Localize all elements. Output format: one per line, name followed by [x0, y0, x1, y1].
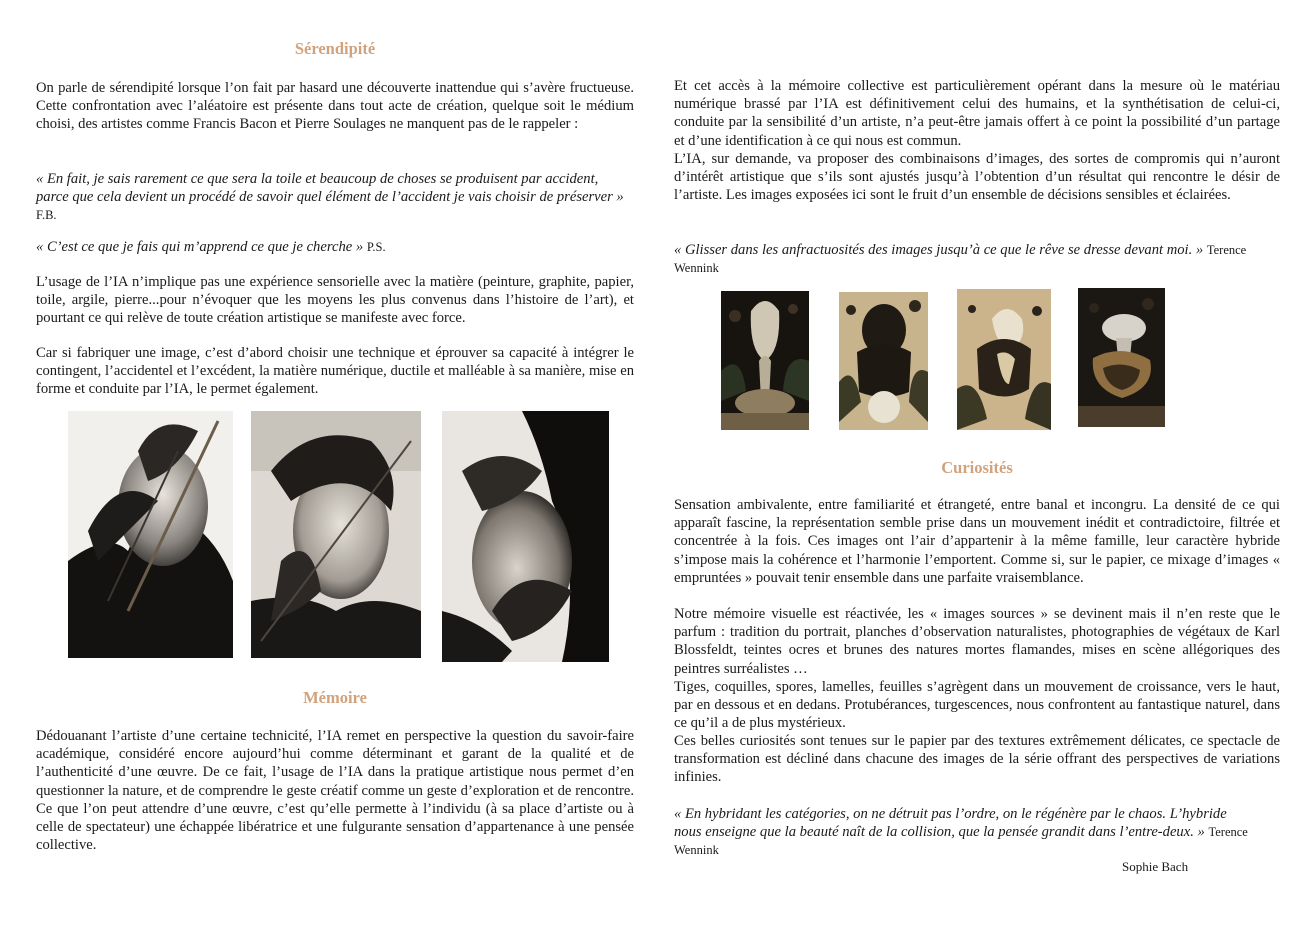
section-heading-memoire: Mémoire [303, 688, 367, 707]
curiosites-paragraph-3: Tiges, coquilles, spores, lamelles, feuilles s’agrègent dans un mouvement de croissance, vers le haut, par en dessous et en dedans. Protubérances, turgescences, nous confrontent au fantastique naturel, dans ce qu’il a de plus mystérieux. [674, 679, 1280, 732]
quote-wennink-1-attribution: Terence Wennink [674, 243, 1247, 276]
quote-soulages-text: « C’est ce que je fais qui m’apprend ce que je cherche » [36, 239, 364, 255]
quote-soulages-attribution: P.S. [366, 240, 386, 254]
quote-soulages [36, 238, 634, 256]
serendipite-paragraph-1: L’usage de l’IA n’implique pas une expérience sensorielle avec la matière (peinture, graphite, papier, toile, argile, pierre...pour n’évoquer que les moyens les plus convenus dans l’histoire de l’art), et pourtant ce qui relève de toute création artistique se manifeste avec force. [36, 274, 634, 327]
still-life-image-1 [721, 291, 809, 430]
memoire-paragraph-1: Dédouanant l’artiste d’une certaine technicité, l’IA remet en perspective la question du savoir-faire académique, considéré encore aujourd’hui comme déterminant et garant de la qualité et de l’authenticité d’une œuvre. De ce fait, l’usage de l’IA dans la pratique artistique nous permet d’en questionner la nature, et de comprendre le geste créatif comme un geste d’exploration et de rencontre. Ce que l’on peut attendre d’une œuvre, c’est qu’elle permette à l’individu (à sa place d’artiste ou à celle de spectateur) une échappée libératrice et une fulgurante sensation d’appartenance à une pensée collective. [36, 728, 634, 854]
curiosites-paragraph-4: Ces belles curiosités sont tenues sur le papier par des textures extrêmement délicates, ce spectacle de transformation est décliné dans chacune des images de la série offrant des perspectives de variations infinies. [674, 733, 1280, 786]
still-life-image-2 [839, 292, 928, 430]
quote-wennink-1 [674, 241, 1280, 277]
memoire-paragraph-3: L’IA, sur demande, va proposer des combinaisons d’images, des sortes de compromis qui n’auront d’intérêt artistique que s’ils sont ajustés jusqu’à l’obtention d’un résultat qui rencontre le désir de l’artiste. Les images exposées ici sont le fruit d’un ensemble de décisions sensibles et éclairées. [674, 151, 1280, 204]
serendipite-intro: On parle de sérendipité lorsque l’on fait par hasard une découverte inattendue qui s’avère fructueuse. Cette confrontation avec l’aléatoire est présente dans tout acte de création, quelque soit le médium choisi, des artistes comme Francis Bacon et Pierre Soulages ne manquent pas de le rappeler : [36, 80, 634, 133]
memoire-paragraph-2: Et cet accès à la mémoire collective est particulièrement opérant dans la mesure où le matériau numérique brassé par l’IA est définitivement celui des humains, et la synthétisation de celui-ci, conduite par la sensibilité d’un artiste, n’a peut-être jamais offert à ce point la possibilité d’un partage et d’une identification à ce qui nous est commun. [674, 78, 1280, 149]
section-heading-curiosites: Curiosités [941, 458, 1013, 477]
still-life-image-4 [1078, 288, 1165, 427]
serendipite-paragraph-2: Car si fabriquer une image, c’est d’abord choisir une technique et éprouver sa capacité à intégrer le contingent, l’accidentel et l’excédent, la matière numérique, ductile et malléable à sa manière, mise en forme et conduite par l’IA, le permet également. [36, 345, 634, 398]
quote-bacon-attribution: F.B. [36, 208, 57, 223]
quote-wennink-1-text: « Glisser dans les anfractuosités des images jusqu’à ce que le rêve se dresse devant moi. » [674, 242, 1204, 258]
quote-bacon-text: « En fait, je sais rarement ce que sera la toile et beaucoup de choses se produisent par accident, parce que cela devient un procédé de savoir quel élément de l’accident je vais choisir de préserver » [36, 171, 624, 206]
portrait-image-2 [251, 411, 421, 658]
signature: Sophie Bach [1122, 859, 1189, 874]
still-life-image-3 [957, 289, 1051, 430]
section-heading-serendipite: Sérendipité [294, 39, 376, 58]
portrait-image-3 [442, 411, 609, 662]
quote-bacon [36, 170, 634, 225]
curiosites-paragraph-1: Sensation ambivalente, entre familiarité et étrangeté, entre banal et incongru. La densité de ce qui apparaît fascine, la représentation semble prise dans un mouvement inédit et contradictoire, filtrée et concentrée à la fois. Ces images ont l’air d’appartenir à la même famille, leur caractère hybride s’impose mais la cohérence et l’harmonie l’emportent. Comme si, sur le papier, ce mixage d’images « empruntées » pouvait tenir ensemble dans une parfaite vraisemblance. [674, 497, 1280, 586]
quote-wennink-2-text: « En hybridant les catégories, on ne détruit pas l’ordre, on le régénère par le chaos. L’hybride nous enseigne que la beauté naît de la collision, que la pensée grandit dans l’entre-deux. » [674, 806, 1227, 841]
portrait-image-1 [68, 411, 233, 658]
quote-wennink-2-attribution: Terence Wennink [674, 825, 1248, 858]
curiosites-paragraph-2: Notre mémoire visuelle est réactivée, les « images sources » se devinent mais il n’en reste que le parfum : tradition du portrait, planches d’observation naturalistes, photographies de végétaux de Karl Blossfeldt, teintes ocres et brunes des natures mortes flamandes, mises en scène allégoriques des peintres surréalistes … [674, 606, 1280, 677]
quote-wennink-2 [674, 805, 1250, 860]
